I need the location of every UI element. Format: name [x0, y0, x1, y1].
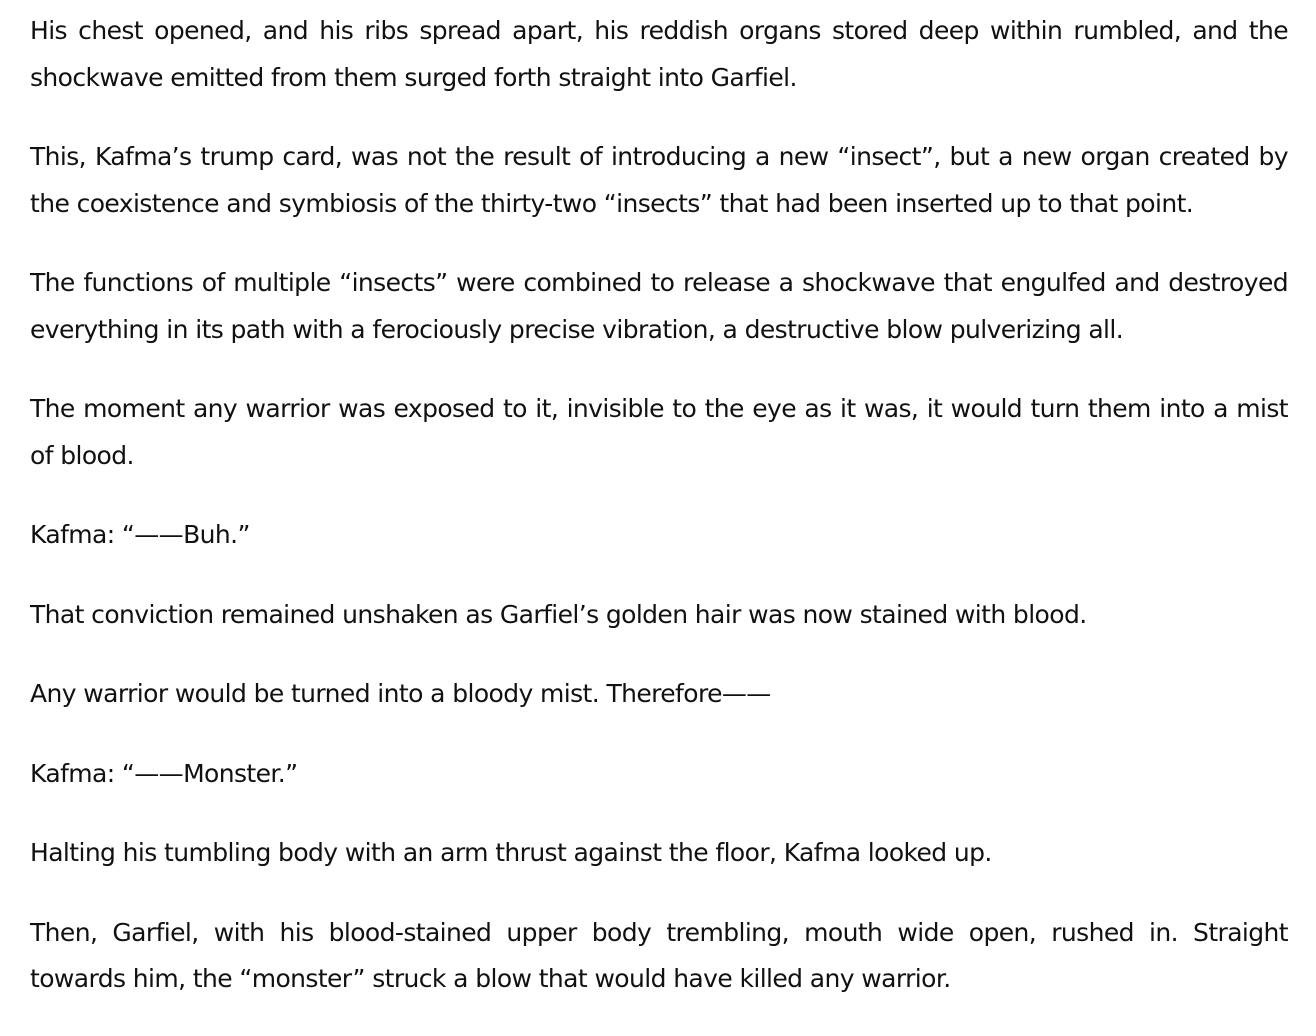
paragraph: The moment any warrior was exposed to it, invisible to the eye as it was, it would turn them into a mist of blood.	[30, 394, 1288, 470]
paragraph: Any warrior would be turned into a bloody mist. Therefore——	[30, 679, 771, 708]
paragraph: That conviction remained unshaken as Garfiel’s golden hair was now stained with blood.	[30, 599, 1087, 629]
paragraph: The functions of multiple “insects” were combined to release a shockwave that engulfed and destroyed everything in its path with a ferociously precise vibration, a destructive blow pulverizing all.	[30, 268, 1288, 344]
dialogue-line: Kafma: “——Monster.”	[30, 758, 298, 788]
paragraph: Then, Garfiel, with his blood-stained upper body trembling, mouth wide open, rushed in. Straight towards him, the “monster” struck a blow that would have killed any warrior.	[30, 917, 1288, 993]
paragraph: Halting his tumbling body with an arm thrust against the floor, Kafma looked up.	[30, 838, 992, 867]
paragraph: This, Kafma’s trump card, was not the result of introducing a new “insect”, but a new organ created by the coexistence and symbiosis of the thirty-two “insects” that had been inserted up to that point.	[30, 142, 1288, 218]
document-body	[30, 8, 1288, 1036]
dialogue-line: Kafma: “——Buh.”	[30, 520, 250, 549]
paragraph: His chest opened, and his ribs spread apart, his reddish organs stored deep within rumbled, and the shockwave emitted from them surged forth straight into Garfiel.	[30, 16, 1288, 92]
